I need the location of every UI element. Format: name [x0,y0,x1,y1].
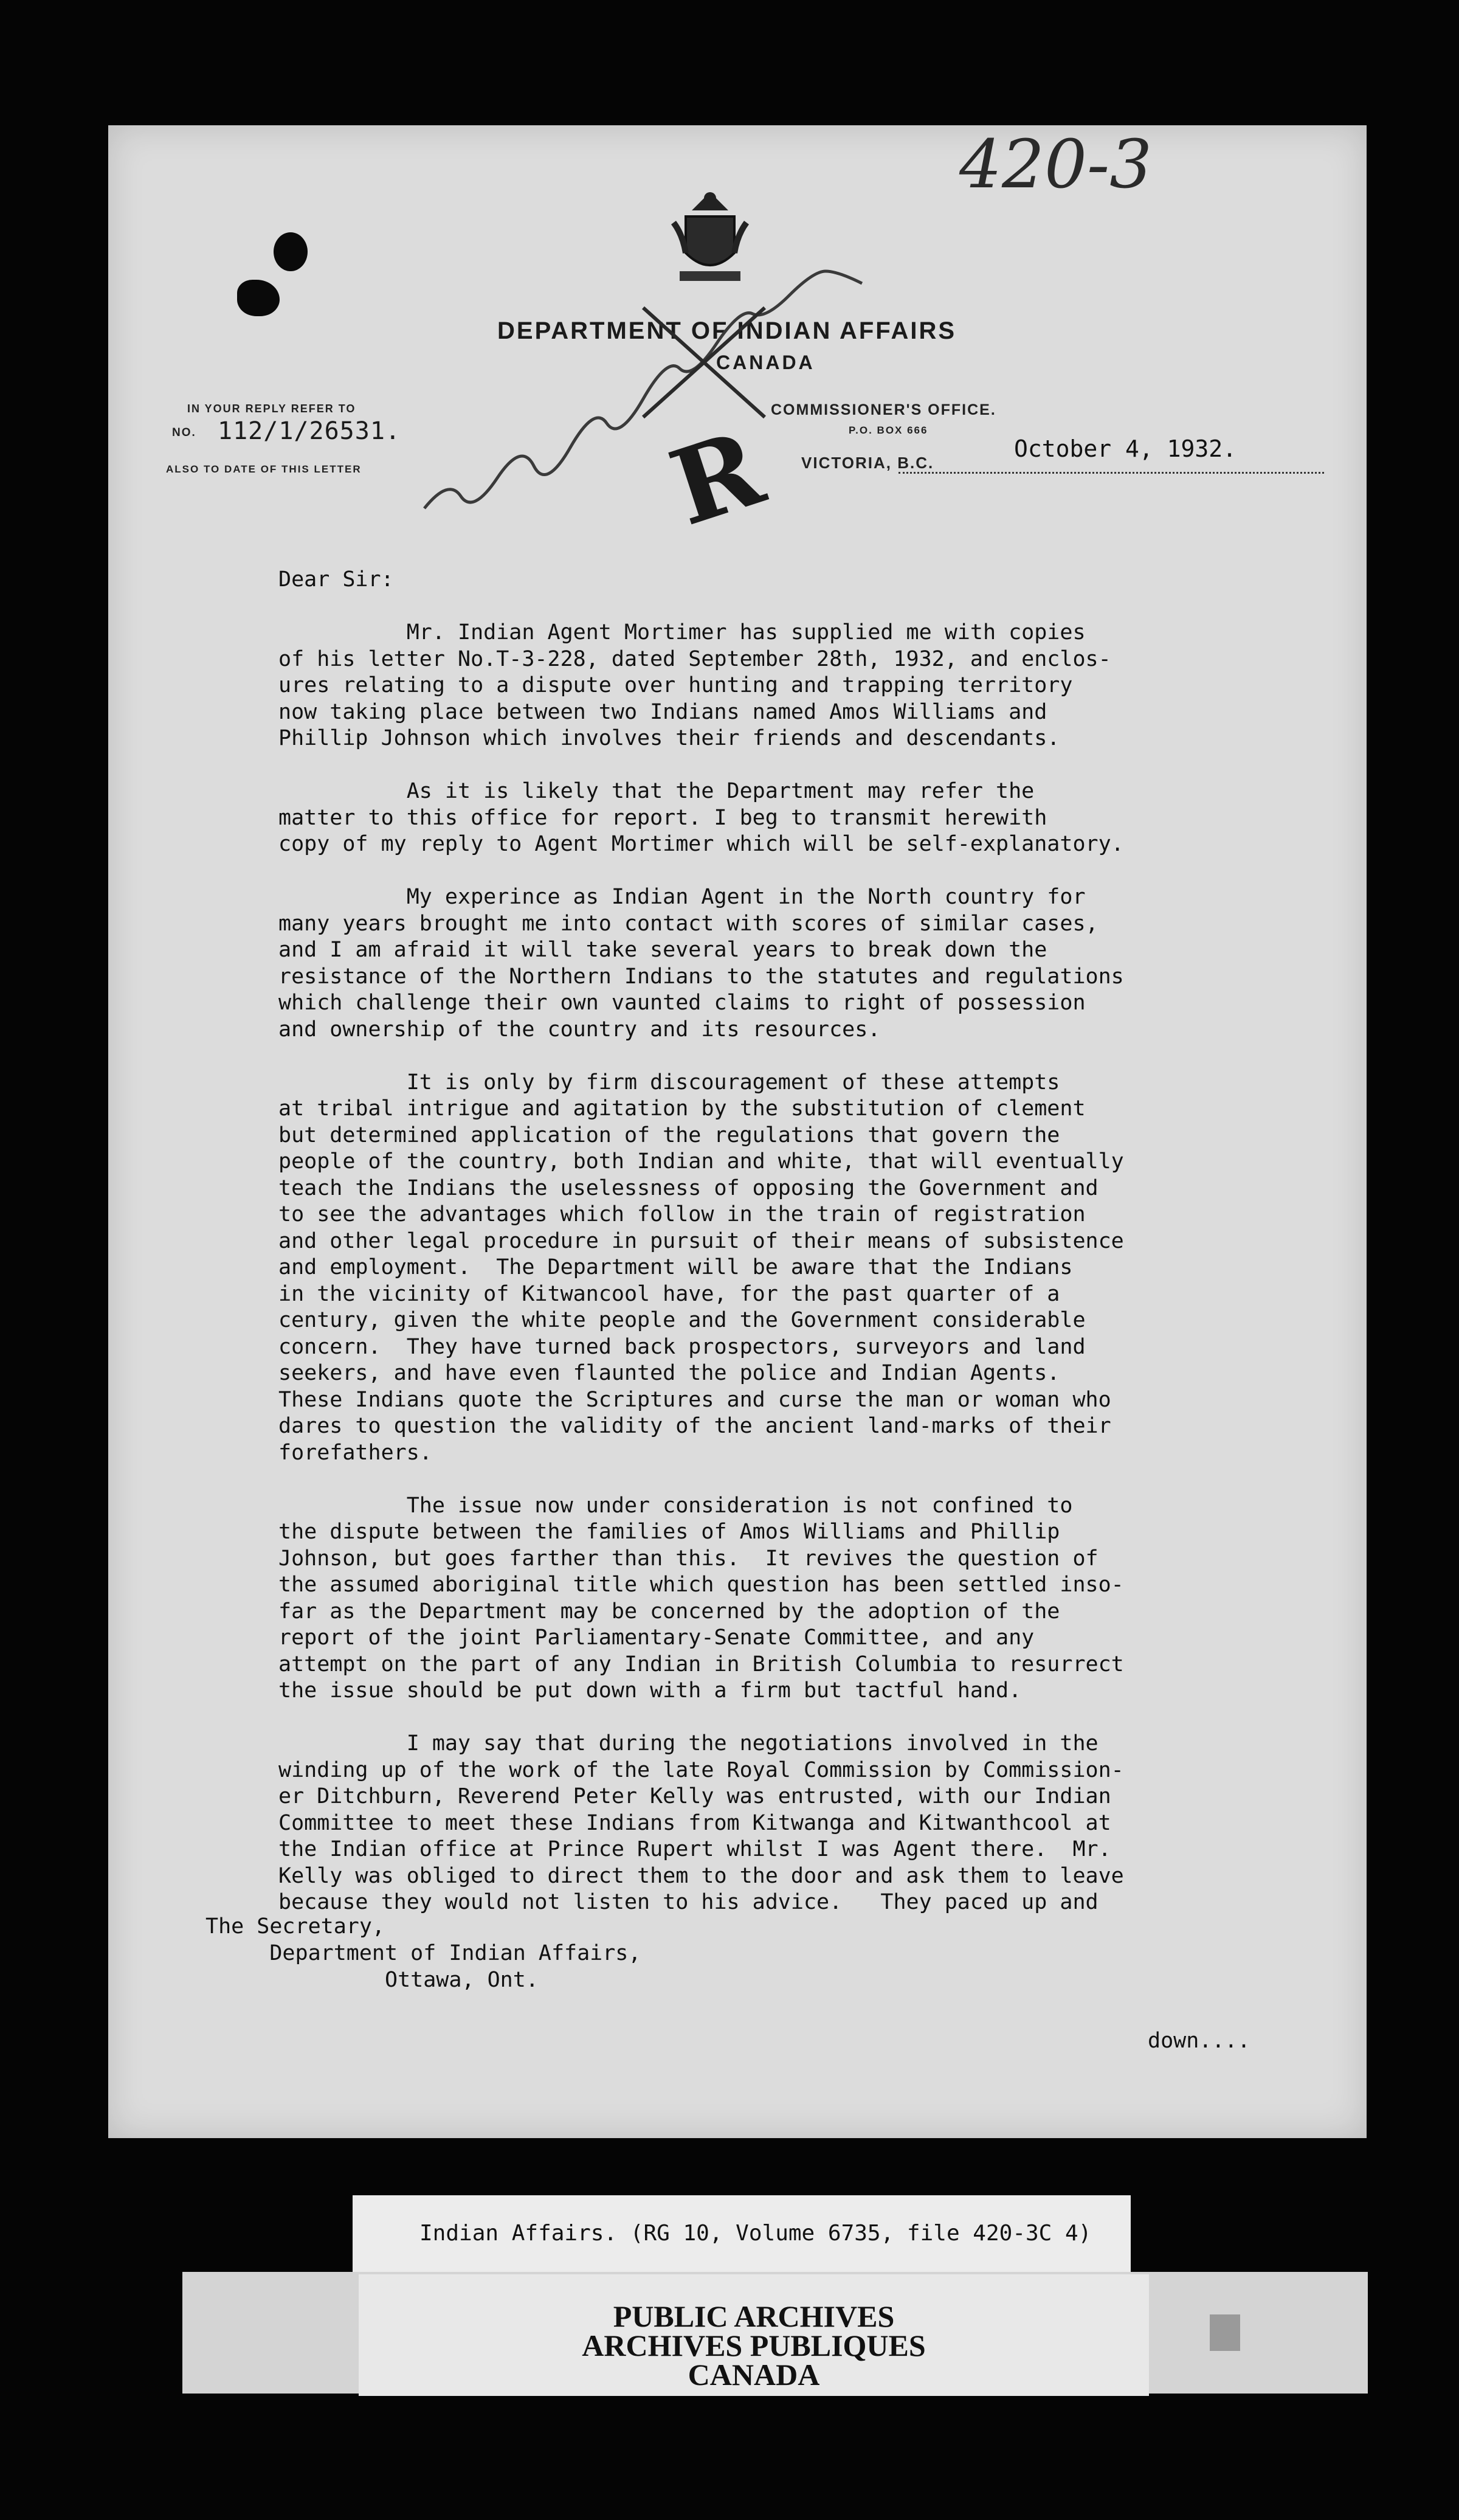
citation-label [353,2195,1131,2274]
city-label: VICTORIA, B.C. [801,454,934,472]
paragraph-1: Mr. Indian Agent Mortimer has supplied me with copies of his letter No.T-3-228, dated September 28th, 1932, and enclos- ures relating to a dispute over hunting and trapping territory now taking place between two Indians named Amos Williams and Phillip Johnson which involves their friends and descendants. [278,620,1111,750]
addressee-block: The Secretary, Department of Indian Affairs, Ottawa, Ont. [205,1914,641,1992]
salutation: Dear Sir: [278,567,394,592]
letter-page [108,125,1367,2138]
paragraph-5: The issue now under consideration is not confined to the dispute between the families of Amos Williams and Phillip Johnson, but goes farther than this. It revives the question of the assumed aboriginal title which question has been settled inso- far as the Department may be concerned by the adoption of the report of the joint Parliamentary-Senate Committee, and any attempt on the part of any Indian in British Columbia to resurrect the issue should be put down with a firm but tactful hand. [278,1493,1124,1703]
letter-body [278,567,1367,1916]
punch-hole-damage [237,280,280,316]
stamp-letter: R [657,407,777,550]
strip-tab-right [1210,2314,1240,2351]
reply-no-label: NO. [172,426,196,439]
punch-hole [274,232,308,271]
handwritten-file-number: 420-3 [959,125,1153,203]
paragraph-6: I may say that during the negotiations involved in the winding up of the work of the late Royal Commission by Commission- er Ditchburn, Reverend Peter Kelly was entrusted, with our Indian Committee to meet these Indians from Kitwanga and Kitwanthcool at the Indian office at Prince Rupert whilst I was Agent there. Mr. Kelly was obliged to direct them to the door and ask them to leave because they would not listen to his advice. They paced up and [278,1731,1124,1914]
archive-line-1: PUBLIC ARCHIVES [613,2299,895,2333]
po-box-label: P.O. BOX 666 [849,424,928,436]
also-date-label: ALSO TO DATE OF THIS LETTER [166,463,362,475]
reply-refer-label: IN YOUR REPLY REFER TO [187,403,356,415]
handwritten-scrawl [412,223,1020,563]
reference-number: 112/1/26531. [218,417,401,445]
office-label: COMMISSIONER'S OFFICE. [771,401,996,418]
continuation-marker: down.... [1148,2029,1250,2053]
paragraph-4: It is only by firm discouragement of these attempts at tribal intrigue and agitation by the substitution of clement but determined application of the regulations that govern the people of the country, both Indian and white, that will eventually teach the Indians the uselessness of opposing the Government and to see the advantages which follow in the train of registration and other legal procedure in pursuit of their means of subsistence and employment. The Department will be aware that the Indians in the vicinity of Kitwancool have, for the past quarter of a century, given the white people and the Government considerable concern. They have turned back prospectors, surveyors and land seekers, and have even flaunted the police and Indian Agents. These Indians quote the Scriptures and curse the man or woman who dares to question the validity of the ancient land-marks of their forefathers. [278,1070,1124,1465]
department-heading: DEPARTMENT OF INDIAN AFFAIRS [497,317,957,344]
country-heading: CANADA [716,351,815,373]
archive-line-2: ARCHIVES PUBLIQUES [582,2328,926,2362]
citation-text: Indian Affairs. (RG 10, Volume 6735, file 420-3C 4) [419,2221,1092,2246]
archive-line-3: CANADA [688,2358,820,2392]
archive-label [359,2274,1149,2396]
letter-date: October 4, 1932. [1014,435,1237,462]
paragraph-2: As it is likely that the Department may refer the matter to this office for report. I beg to transmit herewith copy of my reply to Agent Mortimer which will be self-explanatory. [278,779,1124,856]
paragraph-3: My experince as Indian Agent in the North country for many years brought me into contact with scores of similar cases, and I am afraid it will take several years to break down the resistance of the Northern Indians to the statutes and regulations which challenge their own vaunted claims to right of possession and ownership of the country and its resources. [278,885,1124,1042]
